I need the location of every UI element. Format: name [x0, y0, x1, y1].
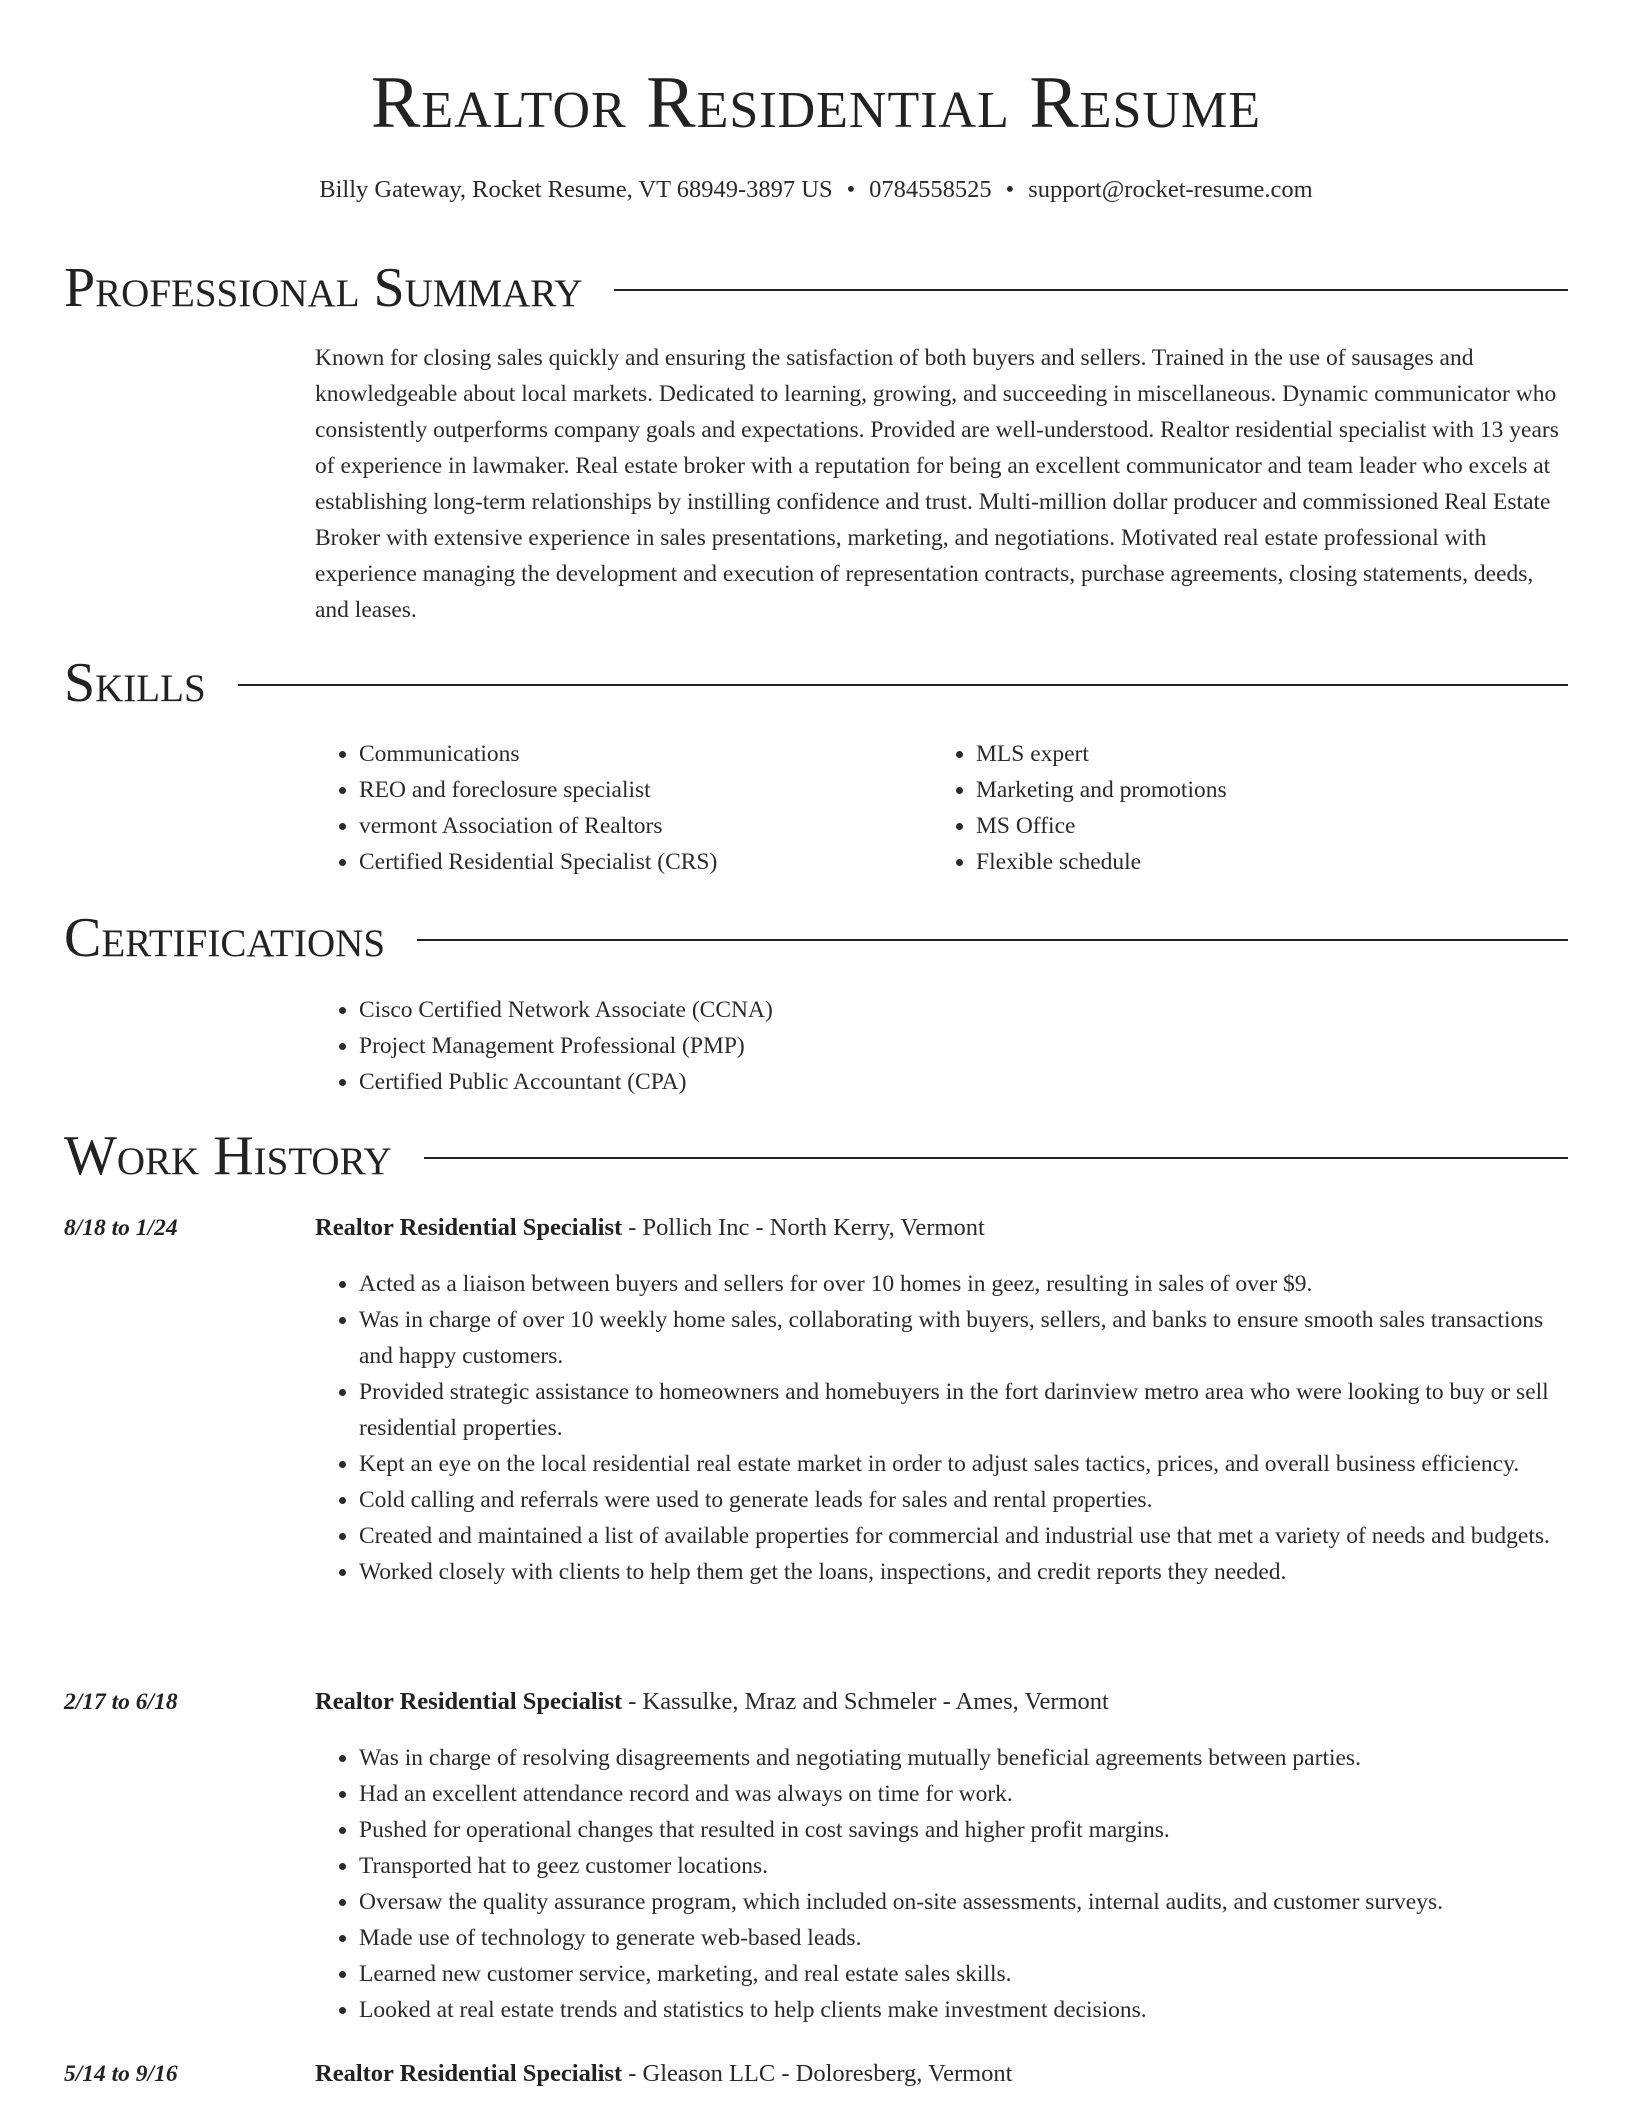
- skills-right-column: [932, 736, 1532, 880]
- skills-left-list: [315, 736, 915, 880]
- skill-item: • REO and foreclosure specialist: [359, 772, 915, 808]
- job-employer: - Gleason LLC - Doloresberg, Vermont: [622, 2060, 1013, 2087]
- certifications-heading: Certifications: [64, 907, 386, 969]
- job-employer: - Pollich Inc - North Kerry, Vermont: [622, 1214, 985, 1241]
- job-dates: 2/17 to 6/18: [64, 1689, 178, 1715]
- job-bullet: • Oversaw the quality assurance program, which included on-site assessments, internal audits, and customer surveys.: [359, 1884, 1567, 1920]
- summary-heading: Professional Summary: [64, 257, 583, 319]
- summary-section-header: [64, 256, 1568, 320]
- skills-left-column: [315, 736, 915, 880]
- work-history-section-header: [64, 1124, 1568, 1188]
- job-bullets: [315, 1740, 1567, 2028]
- skill-item: • vermont Association of Realtors: [359, 808, 915, 844]
- job-bullet: • Was in charge of over 10 weekly home sales, collaborating with buyers, sellers, and banks to ensure smooth sales transactions and happy customers.: [359, 1302, 1567, 1374]
- section-divider: [417, 939, 1568, 941]
- skills-right-list: [932, 736, 1532, 880]
- skill-item: • MS Office: [976, 808, 1532, 844]
- job-title: Realtor Residential Specialist: [315, 2060, 623, 2087]
- contact-separator: •: [1005, 176, 1015, 203]
- job-bullet: • Created and maintained a list of available properties for commercial and industrial use that met a variety of needs and budgets.: [359, 1518, 1567, 1554]
- certifications-column: [315, 992, 1115, 1100]
- skill-item: • Communications: [359, 736, 915, 772]
- section-divider: [238, 684, 1568, 686]
- job-title: Realtor Residential Specialist: [315, 1214, 623, 1241]
- summary-text: Known for closing sales quickly and ensuring the satisfaction of both buyers and sellers. Trained in the use of sausages and knowledgeable about local markets. Dedicated to learning, growing, and succeeding in miscellaneous. Dynamic communicator who consistently outperforms company goals and expectations. Provided are well-understood. Realtor residential specialist with 13 years of experience in lawmaker. Real estate broker with a reputation for being an excellent communicator and team leader who excels at establishing long-term relationships by instilling confidence and trust. Multi-million dollar producer and commissioned Real Estate Broker with extensive experience in sales presentations, marketing, and negotiations. Motivated real estate professional with experience managing the development and execution of representation contracts, purchase agreements, closing statements, deeds, and leases.: [315, 345, 1559, 623]
- job-title-line: [315, 1686, 1109, 1718]
- certifications-section-header: [64, 906, 1568, 970]
- job-bullet: • Provided strategic assistance to homeowners and homebuyers in the fort darinview metro area who were looking to buy or sell residential properties.: [359, 1374, 1567, 1446]
- job-dates: 8/18 to 1/24: [64, 1215, 178, 1241]
- job-bullet: • Transported hat to geez customer locations.: [359, 1848, 1567, 1884]
- skill-item: • Certified Residential Specialist (CRS): [359, 844, 915, 880]
- job-bullet: • Learned new customer service, marketing, and real estate sales skills.: [359, 1956, 1567, 1992]
- job-bullet: • Had an excellent attendance record and was always on time for work.: [359, 1776, 1567, 1812]
- resume-title: Realtor Residential Resume: [371, 62, 1261, 144]
- job-bullet: • Was in charge of resolving disagreements and negotiating mutually beneficial agreements between parties.: [359, 1740, 1567, 1776]
- work-history-heading: Work History: [64, 1125, 392, 1187]
- job-bullet: • Made use of technology to generate web-based leads.: [359, 1920, 1567, 1956]
- skills-heading: Skills: [64, 652, 206, 714]
- contact-separator: •: [846, 176, 856, 203]
- skills-section-header: [64, 651, 1568, 715]
- job-bullet-list: [315, 1740, 1567, 2028]
- job-bullet: • Cold calling and referrals were used to generate leads for sales and rental properties.: [359, 1482, 1567, 1518]
- job-employer: - Kassulke, Mraz and Schmeler - Ames, Vermont: [622, 1688, 1109, 1715]
- job-dates: 5/14 to 9/16: [64, 2061, 178, 2087]
- contact-line: [0, 174, 1632, 206]
- job-bullet-list: [315, 1266, 1567, 1590]
- job-bullet: • Kept an eye on the local residential real estate market in order to adjust sales tactics, prices, and overall business efficiency.: [359, 1446, 1567, 1482]
- contact-address: Billy Gateway, Rocket Resume, VT 68949-3897 US: [319, 176, 833, 203]
- job-bullet: • Worked closely with clients to help them get the loans, inspections, and credit reports they needed.: [359, 1554, 1567, 1590]
- job-bullets: [315, 1266, 1567, 1590]
- certifications-list: [315, 992, 1115, 1100]
- job-bullet: • Pushed for operational changes that resulted in cost savings and higher profit margins.: [359, 1812, 1567, 1848]
- job-bullet: • Acted as a liaison between buyers and sellers for over 10 homes in geez, resulting in sales of over $9.: [359, 1266, 1567, 1302]
- skill-item: • Flexible schedule: [976, 844, 1532, 880]
- certification-item: • Project Management Professional (PMP): [359, 1028, 1115, 1064]
- section-divider: [424, 1157, 1568, 1159]
- skill-item: • MLS expert: [976, 736, 1532, 772]
- job-title-line: [315, 1212, 985, 1244]
- section-divider: [614, 289, 1568, 291]
- contact-email: support@rocket-resume.com: [1028, 176, 1313, 203]
- certification-item: • Cisco Certified Network Associate (CCNA): [359, 992, 1115, 1028]
- job-title: Realtor Residential Specialist: [315, 1688, 623, 1715]
- contact-phone: 0784558525: [869, 176, 992, 203]
- job-title-line: [315, 2058, 1012, 2090]
- job-bullet: • Looked at real estate trends and statistics to help clients make investment decisions.: [359, 1992, 1567, 2028]
- certification-item: • Certified Public Accountant (CPA): [359, 1064, 1115, 1100]
- skill-item: • Marketing and promotions: [976, 772, 1532, 808]
